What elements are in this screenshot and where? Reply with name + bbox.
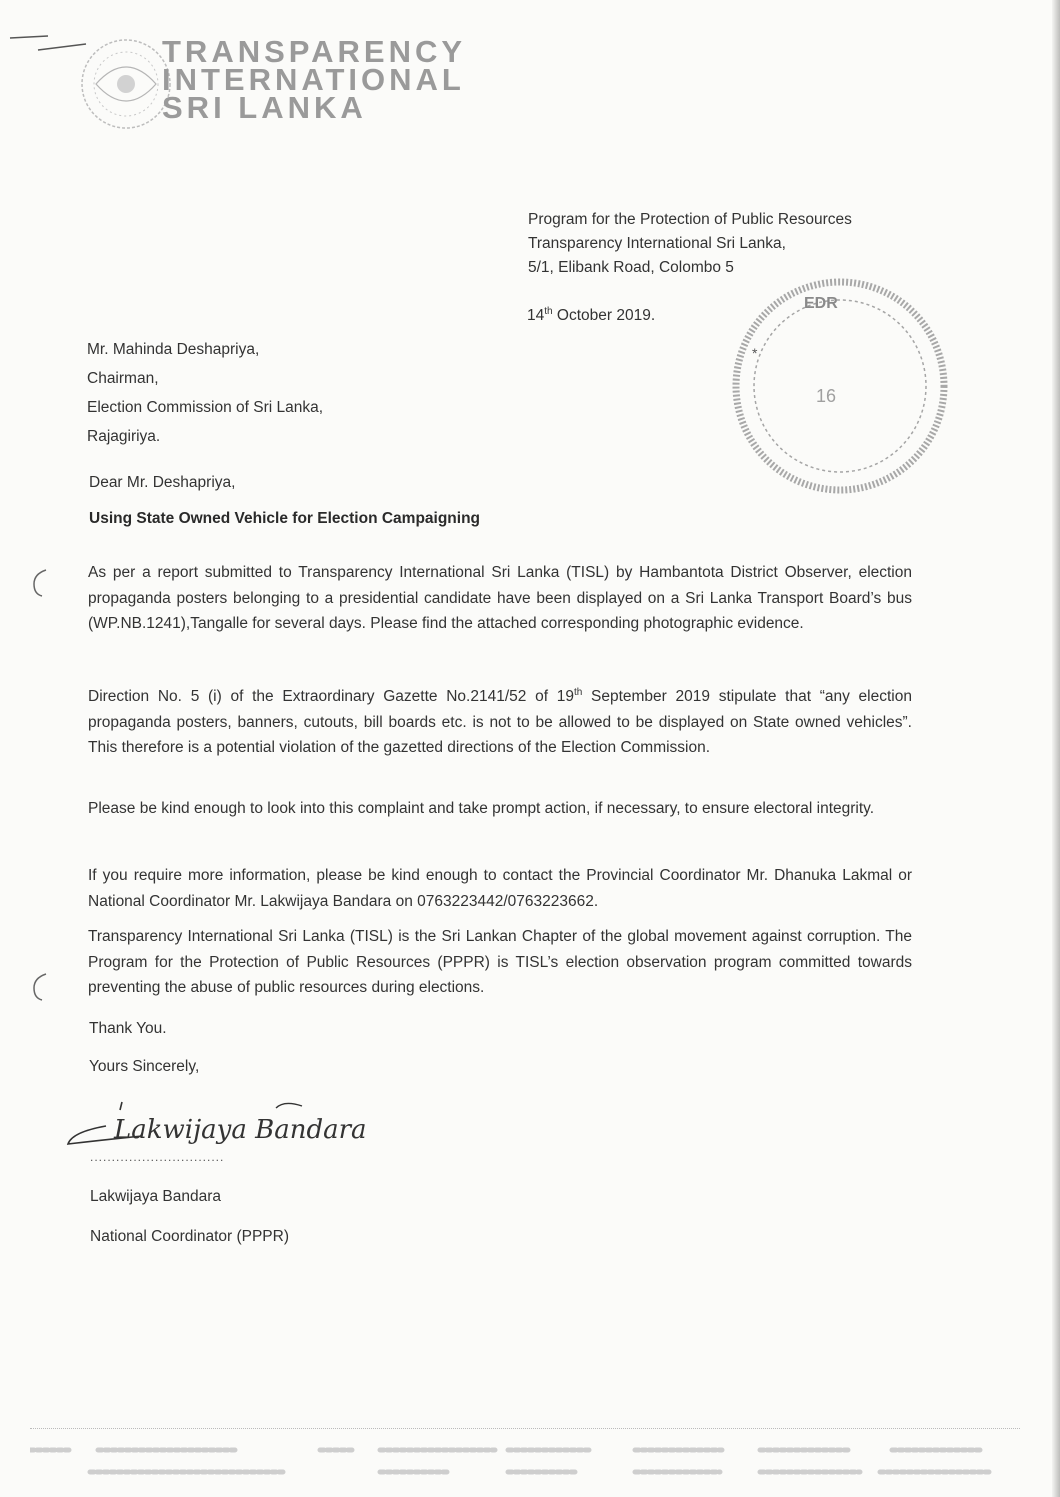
letter-date [527, 306, 655, 325]
recipient-line-1: Mr. Mahinda Deshapriya, [87, 341, 260, 358]
recipient-address [87, 335, 323, 451]
letterhead-name-line-2: INTERNATIONAL [162, 62, 465, 97]
sender-line-3: 5/1, Elibank Road, Colombo 5 [528, 259, 734, 276]
footer-divider [30, 1428, 1020, 1429]
recipient-line-2: Chairman, [87, 370, 159, 387]
recipient-line-3: Election Commission of Sri Lanka, [87, 399, 324, 416]
body-paragraph-4: If you require more information, please be kind enough to contact the Provincial Coordinator Mr. Dhanuka Lakmal or National Coordinator Mr. Lakwijaya Bandara on 0763223442/0763223662. [88, 867, 912, 910]
received-stamp [722, 268, 958, 504]
sender-line-1: Program for the Protection of Public Resources [528, 211, 852, 228]
signature-line: ............................... [90, 1150, 225, 1164]
signature-text: Lakwijaya Bandara [114, 1115, 367, 1145]
p2-text-after: September 2019 stipulate that “any election propaganda posters, banners, cutouts, bill boards etc. is not to be allowed to be displayed on State owned vehicles”. This therefore is a potential violation of the gazetted directions of the Election Commission. [88, 688, 912, 757]
punch-hole-mark-top [30, 566, 50, 603]
svg-text:*: * [752, 345, 758, 361]
closing-thanks: Thank You. [89, 1020, 167, 1037]
letterhead-name-line-1: TRANSPARENCY [162, 34, 467, 69]
signer-name: Lakwijaya Bandara [90, 1188, 221, 1205]
stamp-date: 16 [816, 386, 837, 406]
subject-line: Using State Owned Vehicle for Election Campaigning [89, 510, 481, 527]
letterhead-org-name [162, 34, 467, 125]
body-paragraph-5: Transparency International Sri Lanka (TISL) is the Sri Lankan Chapter of the global movement against corruption. The Program for the Protection of Public Resources (PPPR) is TISL’s election observation program committed towards preventing the abuse of public resources during elections. [88, 928, 912, 996]
scan-edge-shadow [1052, 0, 1060, 1497]
p2-text-before: Direction No. 5 (i) of the Extraordinary Gazette No.2141/52 of 19 [88, 688, 574, 706]
body-paragraph-1: As per a report submitted to Transparency International Sri Lanka (TISL) by Hambantota District Observer, election propaganda posters belonging to a presidential candidate have been displayed on a Sri Lanka Transport Board’s bus (WP.NB.1241),Tangalle for several days. Please find the attached corresponding photographic evidence. [88, 564, 912, 632]
punch-hole-mark-bottom [30, 970, 50, 1007]
letterhead-name-line-3: SRI LANKA [162, 90, 367, 125]
sender-line-2: Transparency International Sri Lanka, [528, 235, 786, 252]
date-rest: October 2019. [552, 307, 656, 325]
p2-sup: th [573, 687, 583, 698]
salutation: Dear Mr. Deshapriya, [89, 474, 236, 491]
recipient-line-4: Rajagiriya. [87, 428, 161, 445]
body-paragraph-3: Please be kind enough to look into this complaint and take prompt action, if necessary, to ensure electoral integrity. [88, 800, 875, 817]
stamp-label: EDR [804, 295, 838, 312]
signer-title: National Coordinator (PPPR) [90, 1228, 290, 1245]
date-day: 14 [527, 307, 545, 325]
closing-sign-off: Yours Sincerely, [89, 1058, 200, 1075]
body-paragraph-2 [88, 680, 912, 761]
date-suffix: th [544, 306, 553, 317]
